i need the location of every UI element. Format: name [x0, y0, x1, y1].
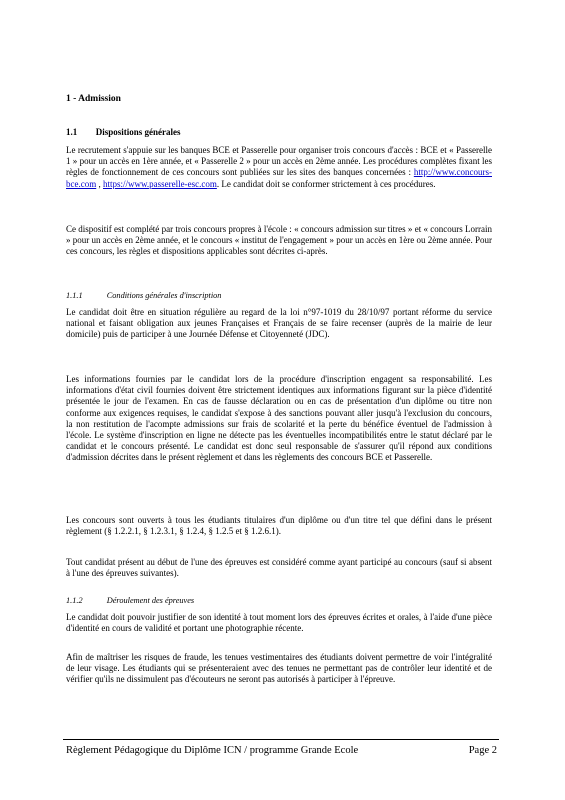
paragraph-concours-ouverts: Les concours sont ouverts à tous les étudiants titulaires d'un diplôme ou d'un titre tel que défini dans le présent règlement (§ 1.2.2.1, § 1.2.3.1, § 1.2.4, § 1.2.5 et § 1.2.6.1).: [66, 515, 492, 537]
footer-divider: [63, 739, 499, 740]
subsection-title: Dispositions générales: [95, 127, 181, 137]
heading-title: Conditions générales d'inscription: [106, 291, 222, 300]
section-title: Admission: [78, 94, 121, 104]
footer-title: Règlement Pédagogique du Diplôme ICN / programme Grande Ecole: [66, 745, 359, 756]
paragraph-service-national: Le candidat doit être en situation régulière au regard de la loi n°97-1019 du 28/10/97 portant réforme du service national et faisant obligation aux jeunes Françaises et Français de se faire recenser (auprès de la mairie de leur domicile) puis de participer à une Journée Défense et Citoyenneté (JDC).: [66, 307, 492, 340]
paragraph-school-concours: Ce dispositif est complété par trois concours propres à l'école : « concours admission sur titres » et « concours Lorrain » pour un accès en 2ème année, et le concours « institut de l'engagement » pour un accès en 1ère ou 2ème année. Pour ces concours, les règles et dispositions applicables sont décrites ci-après.: [66, 224, 492, 257]
page-number: Page 2: [468, 745, 497, 756]
heading-title: Déroulement des épreuves: [106, 596, 195, 605]
paragraph-identite: Le candidat doit pouvoir justifier de son identité à tout moment lors des épreuves écrites et orales, à l'aide d'une pièce d'identité en cours de validité et portant une photographie récente.: [66, 612, 492, 634]
heading-conditions-inscription: [66, 291, 221, 300]
paragraph-candidat-present: Tout candidat présent au début de l'une des épreuves est considéré comme ayant participé au concours (sauf si absent à l'une des épreuves suivantes).: [66, 557, 492, 579]
section-heading: 1 - Admission: [66, 94, 121, 104]
paragraph-recruitment: Le recrutement s'appuie sur les banques BCE et Passerelle pour organiser trois concours d'accès : BCE et « Passerelle 1 » pour un accès en 1ère année, et « Passerelle 2 » pour un accès en 2ème année. Les procédures complètes fixant les règles de fonctionnement de ces concours sont publiées sur les sites des banques concernées : http://www.concours-bce.com , https://www.passerelle-esc.com. Le candidat doit se conformer strictement à ces procédures.: [66, 145, 492, 189]
section-number: 1: [66, 94, 71, 104]
passerelle-link[interactable]: https://www.passerelle-esc.com: [102, 178, 217, 189]
heading-number: 1.1.1: [66, 291, 83, 300]
bce-link[interactable]: http://www.concours-bce.com: [66, 167, 492, 189]
heading-deroulement: [66, 596, 194, 605]
subsection-heading: [66, 127, 181, 137]
paragraph-informations: Les informations fournies par le candidat lors de la procédure d'inscription engagent sa responsabilité. Les informations d'état civil fournies doivent être strictement identiques aux informations figurant sur la pièce d'identité présentée le jour de l'examen. En cas de fausse déclaration ou en cas de présentation d'un diplôme ou titre non conforme aux exigences requises, le candidat s'expose à des sanctions pouvant aller jusqu'à l'exclusion du concours, la non restitution de l'acompte admissions sur frais de scolarité et la perte du bénéfice éventuel de l'admission à l'école. Le système d'inscription en ligne ne détecte pas les éventuelles incompatibilités entre le statut déclaré par le candidat et le concours présenté. Le candidat est donc seul responsable de s'assurer qu'il répond aux conditions d'admission décrites dans le présent règlement et dans les règlements des concours BCE et Passerelle.: [66, 374, 492, 463]
paragraph-fraude: Afin de maîtriser les risques de fraude, les tenues vestimentaires des étudiants doivent permettre de voir l'intégralité de leur visage. Les étudiants qui se présenteraient avec des tenues ne permettant pas de contrôler leur identité et de vérifier qu'ils ne dissimulent pas d'écouteurs ne seront pas autorisés à participer à l'épreuve.: [66, 652, 492, 685]
heading-number: 1.1.2: [66, 596, 83, 605]
subsection-number: 1.1: [66, 127, 78, 137]
